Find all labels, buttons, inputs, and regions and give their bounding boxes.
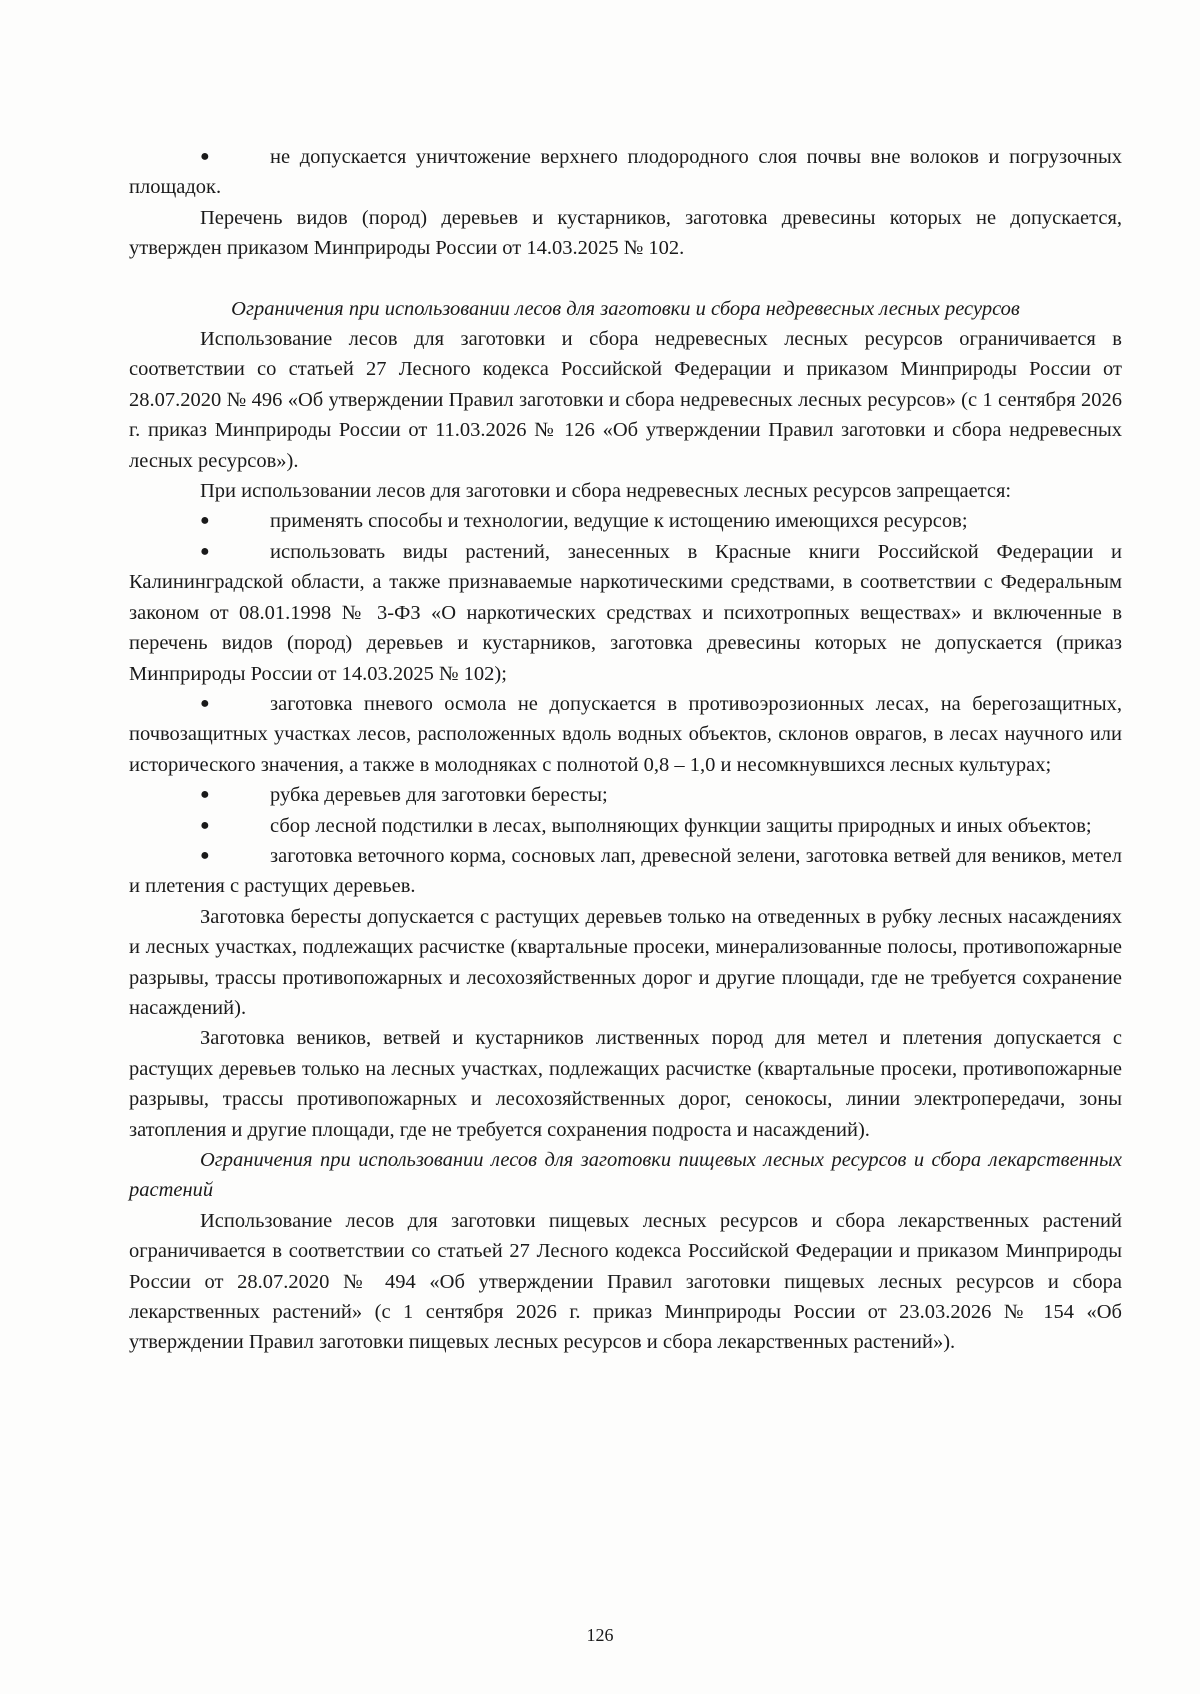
paragraph: Перечень видов (пород) деревьев и кустарников, заготовка древесины которых не допускается, утвержден приказом Минприроды России от 14.03.2025 № 102.: [129, 206, 1122, 260]
bullet-text: применять способы и технологии, ведущие к истощению имеющихся ресурсов;: [270, 510, 968, 533]
bullet-icon: ●: [200, 816, 210, 834]
paragraph: Использование лесов для заготовки и сбора недревесных лесных ресурсов ограничивается в соответствии со статьей 27 Лесного кодекса Российской Федерации и приказом Минприроды России от 28.07.2020 № 496 «Об утверждении Правил заготовки и сбора недревесных лесных ресурсов» (с 1 сентября 2026 г. приказ Минприроды России от 11.03.2026 № 126 «Об утверждении Правил заготовки и сбора недревесных лесных ресурсов»).: [129, 328, 1122, 472]
bullet-text: использовать виды растений, занесенных в Красные книги Российской Федерации и Калининградской области, а также признаваемые наркотическими средствами, в соответствии с Федеральным законом от 08.01.1998 № 3-ФЗ «О наркотических средствах и психотропных веществах» и включенные в перечень видов (пород) деревьев и кустарников, заготовка древесины которых не допускается (приказ Минприроды России от 14.03.2025 № 102);: [129, 540, 1122, 685]
page-body: [129, 142, 1122, 1358]
page-number: 126: [586, 1625, 614, 1645]
bullet-icon: ●: [200, 512, 210, 530]
bullet-icon: ●: [200, 694, 210, 712]
spacer: [129, 264, 1122, 294]
bullet-text: не допускается уничтожение верхнего плодородного слоя почвы вне волоков и погрузочных площадок.: [129, 146, 1122, 199]
bullet-icon: ●: [200, 786, 210, 804]
bullet-item: [129, 142, 1122, 203]
bullet-text: рубка деревьев для заготовки бересты;: [270, 784, 608, 807]
bullet-item: [129, 689, 1122, 780]
bullet-text: заготовка веточного корма, сосновых лап, древесной зелени, заготовка ветвей для веников, метел и плетения с растущих деревьев.: [129, 844, 1122, 898]
section-heading: Ограничения при использовании лесов для заготовки пищевых лесных ресурсов и сбора лекарственных растений: [129, 1149, 1122, 1202]
paragraph: Заготовка веников, ветвей и кустарников лиственных пород для метел и плетения допускается с растущих деревьев только на лесных участках, подлежащих расчистке (квартальные просеки, противопожарные разрывы, трассы противопожарных и лесохозяйственных дорог, сенокосы, линии электропередачи, зоны затопления и другие площади, где не требуется сохранения подроста и насаждений).: [129, 1027, 1122, 1141]
paragraph: Использование лесов для заготовки пищевых лесных ресурсов и сбора лекарственных растений ограничивается в соответствии со статьей 27 Лесного кодекса Российской Федерации и приказом Минприроды России от 28.07.2020 № 494 «Об утверждении Правил заготовки пищевых лесных ресурсов и сбора лекарственных растений» (с 1 сентября 2026 г. приказ Минприроды России от 23.03.2026 № 154 «Об утверждении Правил заготовки пищевых лесных ресурсов и сбора лекарственных растений»).: [129, 1209, 1122, 1354]
bullet-item: [129, 811, 1122, 841]
bullet-icon: ●: [200, 148, 210, 165]
paragraph: Заготовка бересты допускается с растущих деревьев только на отведенных в рубку лесных насаждениях и лесных участках, подлежащих расчистке (квартальные просеки, минерализованные полосы, противопожарные разрывы, трассы противопожарных и лесохозяйственных дорог и другие площади, где не требуется сохранение насаждений).: [129, 905, 1122, 1019]
bullet-item: [129, 537, 1122, 689]
bullet-item: [129, 780, 1122, 810]
bullet-item: [129, 506, 1122, 536]
bullet-icon: ●: [200, 846, 210, 864]
bullet-text: сбор лесной подстилки в лесах, выполняющих функции защиты природных и иных объектов;: [270, 814, 1092, 837]
paragraph: При использовании лесов для заготовки и сбора недревесных лесных ресурсов запрещается:: [200, 480, 1012, 503]
bullet-item: [129, 841, 1122, 902]
bullet-text: заготовка пневого осмола не допускается в противоэрозионных лесах, на берегозащитных, почвозащитных участках лесов, расположенных вдоль водных объектов, склонов оврагов, в лесах научного или исторического значения, а также в молодняках с полнотой 0,8 – 1,0 и несомкнувшихся лесных культурах;: [129, 692, 1122, 776]
bullet-icon: ●: [200, 542, 210, 560]
section-heading: Ограничения при использовании лесов для заготовки и сбора недревесных лесных ресурсов: [231, 297, 1020, 320]
